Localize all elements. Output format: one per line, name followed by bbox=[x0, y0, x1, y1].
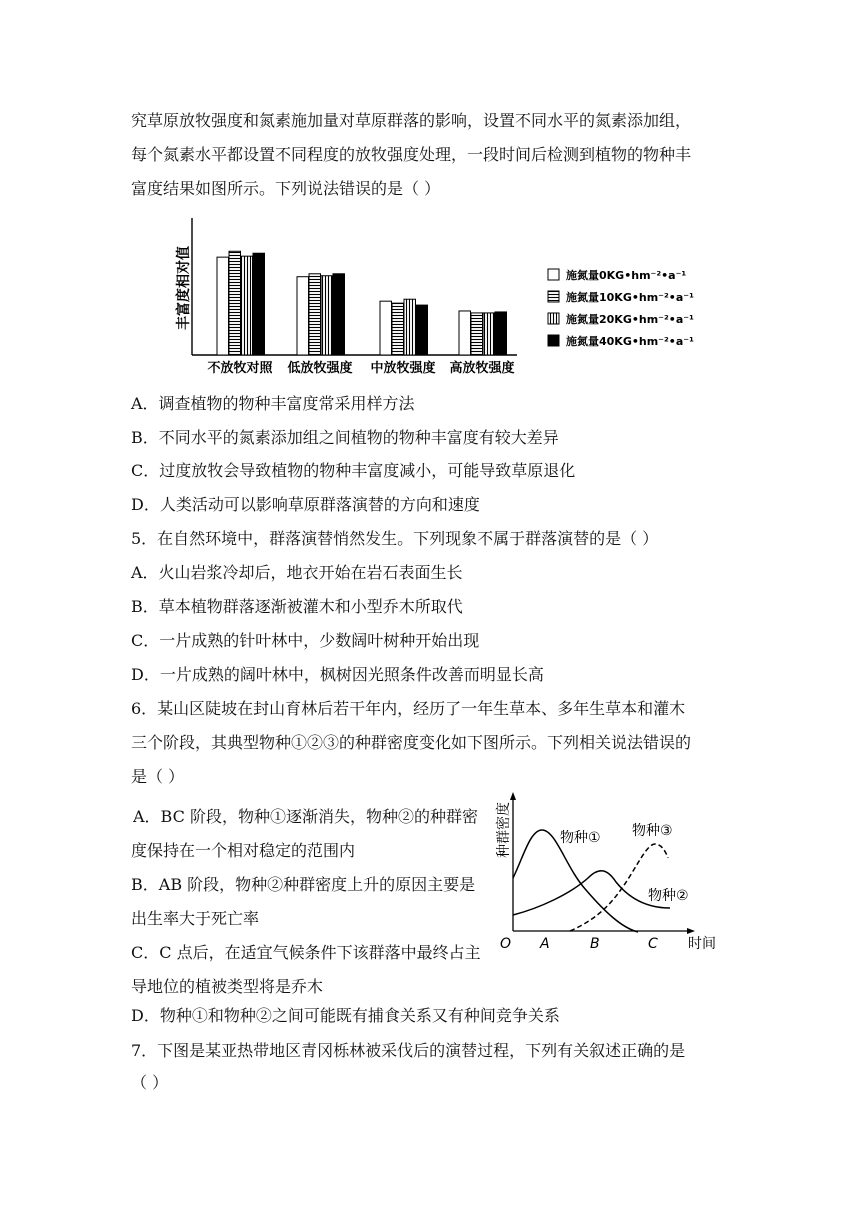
legend-swatch bbox=[548, 291, 559, 302]
q6-stem-3: 是（ ） bbox=[131, 767, 185, 786]
species-2-curve bbox=[513, 871, 670, 915]
bar-2-3 bbox=[416, 305, 428, 355]
bar-ylabel: 丰富度相对值 bbox=[176, 246, 192, 330]
q6-stem-1: 6．某山区陡坡在封山育林后若干年内，经历了一年生草本、多年生草本和灌木 bbox=[131, 699, 686, 718]
legend-label: 施氮量20KG•hm⁻²•a⁻¹ bbox=[566, 313, 694, 326]
q7-stem-2: （ ） bbox=[131, 1073, 169, 1092]
q6-option-b: B．AB 阶段，物种②种群密度上升的原因主要是出生率大于死亡率 bbox=[131, 875, 476, 928]
bar-3-1 bbox=[471, 313, 483, 355]
bar-0-1 bbox=[229, 251, 241, 355]
bar-3-2 bbox=[483, 313, 495, 355]
bar-2-1 bbox=[392, 303, 404, 355]
bar-1-0 bbox=[297, 277, 309, 355]
line-y-arrow bbox=[510, 792, 516, 800]
bar-1-2 bbox=[321, 276, 333, 355]
legend-swatch bbox=[548, 269, 559, 280]
q7-stem-1: 7．下图是某亚热带地区青冈栎林被采伐后的演替过程，下列有关叙述正确的是 bbox=[131, 1041, 686, 1060]
x-tick-label: 不放牧对照 bbox=[207, 361, 273, 376]
q5-option-b: B．草本植物群落逐渐被灌木和小型乔木所取代 bbox=[131, 597, 463, 616]
legend-label: 施氮量0KG•hm⁻²•a⁻¹ bbox=[566, 269, 687, 282]
legend-swatch bbox=[548, 313, 559, 324]
bar-3-0 bbox=[459, 311, 471, 355]
x-tick-label: 低放牧强度 bbox=[287, 361, 353, 376]
intro-line-2: 每个氮素水平都设置不同程度的放牧强度处理，一段时间后检测到植物的物种丰 bbox=[131, 145, 692, 164]
q6-option-a: A．BC 阶段，物种①逐渐消失，物种②的种群密度保持在一个相对稳定的范围内 bbox=[131, 807, 478, 860]
line-x-arrow bbox=[687, 928, 695, 934]
q4-option-b: B．不同水平的氮素添加组之间植物的物种丰富度有较大差异 bbox=[131, 428, 559, 447]
species-2-label: 物种② bbox=[648, 888, 689, 904]
species-1-label: 物种① bbox=[560, 830, 601, 846]
x-tick-label: 高放牧强度 bbox=[449, 361, 515, 376]
line-xlabel: 时间 bbox=[688, 936, 716, 952]
bar-2-0 bbox=[380, 301, 392, 355]
bar-0-2 bbox=[241, 256, 253, 355]
bar-3-3 bbox=[495, 312, 507, 355]
intro-line-1: 究草原放牧强度和氮素施加量对草原群落的影响，设置不同水平的氮素添加组， bbox=[131, 111, 692, 130]
q6-option-d: D．物种①和物种②之间可能既有捕食关系又有种间竞争关系 bbox=[131, 1006, 560, 1025]
intro-line-3: 富度结果如图所示。下列说法错误的是（ ） bbox=[131, 179, 441, 198]
bar-0-0 bbox=[217, 257, 229, 355]
x-tick-a: A bbox=[540, 936, 550, 952]
line-ylabel: 种群密度 bbox=[496, 802, 512, 858]
legend-label: 施氮量40KG•hm⁻²•a⁻¹ bbox=[566, 335, 694, 348]
q4-option-c: C．过度放牧会导致植物的物种丰富度减小，可能导致草原退化 bbox=[131, 461, 576, 480]
x-tick-label: 中放牧强度 bbox=[370, 361, 436, 376]
q6-stem-2: 三个阶段，其典型物种①②③的种群密度变化如下图所示。下列相关说法错误的 bbox=[131, 733, 692, 752]
x-tick-c: C bbox=[648, 936, 658, 952]
origin-label: O bbox=[500, 936, 512, 952]
richness-bar-chart bbox=[165, 212, 705, 382]
q6-option-c: C．C 点后，在适宜气候条件下该群落中最终占主导地位的植被类型将是乔木 bbox=[131, 943, 481, 996]
q4-option-a: A．调查植物的物种丰富度常采用样方法 bbox=[131, 394, 415, 413]
species-3-label: 物种③ bbox=[632, 823, 673, 839]
legend-label: 施氮量10KG•hm⁻²•a⁻¹ bbox=[566, 291, 694, 304]
bar-2-2 bbox=[404, 299, 416, 355]
q5-option-c: C．一片成熟的针叶林中，少数阔叶树种开始出现 bbox=[131, 631, 480, 650]
bar-0-3 bbox=[253, 253, 265, 355]
bar-1-1 bbox=[309, 274, 321, 355]
q4-option-d: D．人类活动可以影响草原群落演替的方向和速度 bbox=[131, 495, 480, 514]
q5-stem: 5．在自然环境中，群落演替悄然发生。下列现象不属于群落演替的是（ ） bbox=[131, 529, 659, 548]
legend-swatch bbox=[548, 335, 559, 346]
q5-option-d: D．一片成熟的阔叶林中，枫树因光照条件改善而明显长高 bbox=[131, 665, 544, 684]
q5-option-a: A．火山岩浆冷却后，地衣开始在岩石表面生长 bbox=[131, 563, 463, 582]
bar-1-3 bbox=[333, 274, 345, 355]
x-tick-b: B bbox=[590, 936, 600, 952]
population-density-chart bbox=[490, 790, 730, 960]
